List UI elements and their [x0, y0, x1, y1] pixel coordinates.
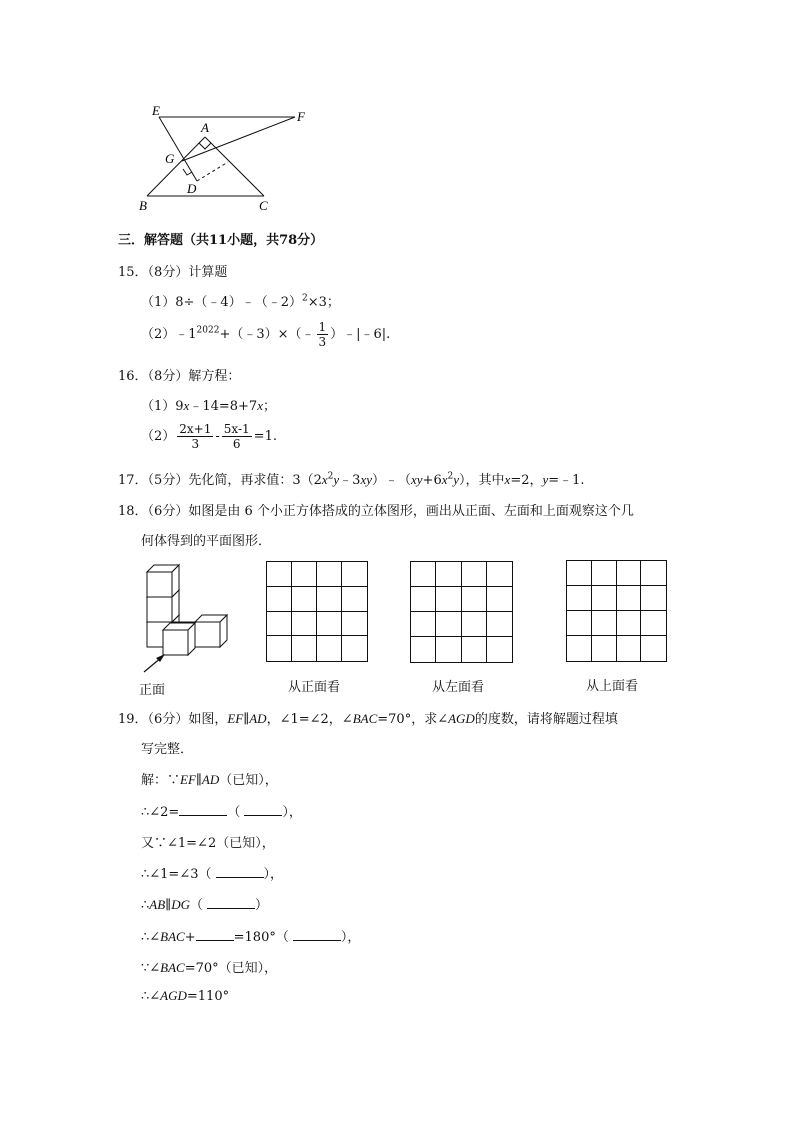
caption-top: 从上面看: [586, 679, 639, 694]
fraction-2: $\frac{5x-1}{6}$: [223, 422, 250, 451]
cube-figure: [130, 560, 240, 685]
blank-5[interactable]: [196, 930, 234, 941]
blank-6[interactable]: [293, 930, 341, 941]
caption-front: 从正面看: [288, 680, 341, 695]
triangle-figure: [130, 100, 330, 215]
label-E: E: [152, 103, 160, 118]
fraction-1: $\frac{2x+1}{3}$: [179, 422, 212, 451]
label-D: D: [187, 181, 197, 196]
q17-line: 17．（5分）先化简，再求值：$3(2x^2y﹣3xy)﹣(xy+6x^2y)$，其中x=2，y=﹣1.: [118, 471, 585, 488]
label-C: C: [259, 198, 268, 213]
grid-left-view[interactable]: [410, 561, 513, 663]
q19-step3: 又∵∠1=∠2（已知），: [141, 836, 275, 851]
q19-step8: ∴∠AGD=110°: [141, 988, 230, 1004]
q19-step4: ∴∠1=∠3（ ），: [141, 867, 284, 882]
label-A: A: [201, 120, 209, 135]
label-G: G: [165, 151, 175, 166]
q19-line1: 19．（6分）如图，EF∥AD，∠1=∠2，∠BAC=70°，求∠AGD的度数，请将解题过程填: [118, 711, 618, 727]
front-label: 正面: [139, 683, 166, 698]
q16-part2: （2） $\frac{2x+1}{3}$ - $\frac{5x-1}{6}$ =1.: [141, 422, 277, 451]
blank-4[interactable]: [207, 898, 255, 909]
blank-2[interactable]: [244, 805, 282, 816]
q19-step2: ∴∠2= （ ），: [141, 805, 302, 820]
q18-line1: 18．（6分）如图是由 6 个小正方体搭成的立体图形，画出从正面、左面和上面观察这个几: [118, 504, 634, 519]
q18-line2: 何体得到的平面图形．: [141, 534, 272, 549]
caption-left: 从左面看: [432, 680, 485, 695]
q19-step5: ∴AB∥DG（ ）: [141, 897, 268, 913]
fraction: $\frac{1}{3}$: [318, 320, 327, 349]
q15-part1: （1）8÷（﹣4）﹣（﹣2）$^2$×3；: [141, 293, 340, 310]
q19-line2: 写完整．: [141, 742, 194, 757]
blank-3[interactable]: [216, 867, 264, 878]
q19-step7: ∵∠BAC=70°（已知），: [141, 960, 278, 976]
q19-step6: ∴∠BAC+ =180°（ ），: [141, 929, 361, 945]
q16-part1: （1）9x﹣14=8+7x；: [141, 398, 276, 414]
label-B: B: [139, 198, 147, 213]
q15-part2: $(2)﹣1^{2022}+(﹣3)\times(﹣$ $\frac{1}{3}$ ）﹣|﹣6|.: [141, 320, 391, 349]
q19-step1: 解：∵EF∥AD（已知），: [141, 772, 278, 788]
section-title: 三．解答题（共11小题，共78分）: [118, 233, 324, 248]
label-F: F: [297, 109, 305, 124]
blank-1[interactable]: [179, 805, 227, 816]
q16-heading: 16．（8分）解方程：: [118, 369, 241, 384]
grid-front-view[interactable]: [266, 561, 368, 662]
grid-top-view[interactable]: [566, 560, 667, 662]
q15-heading: 15．（8分）计算题: [118, 265, 228, 280]
